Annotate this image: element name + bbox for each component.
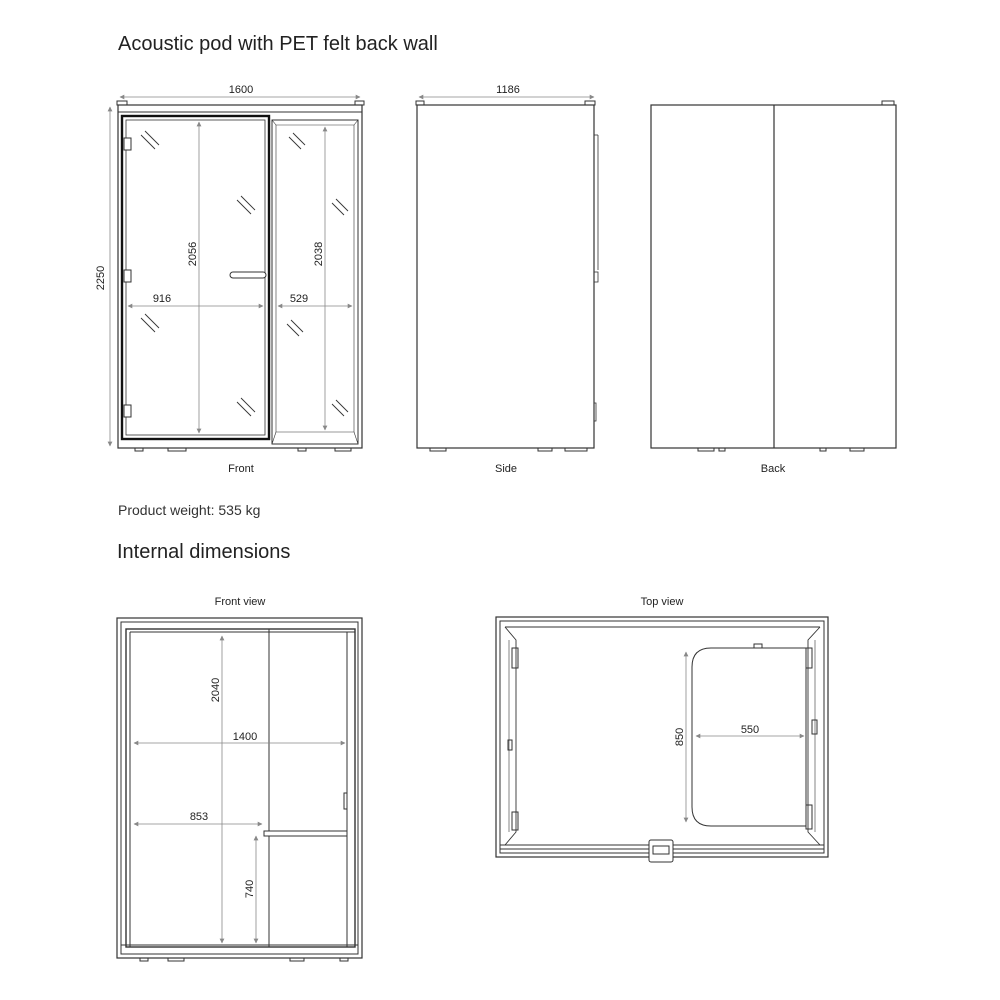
dim-depth-1186: 1186 xyxy=(496,84,520,96)
back-view-drawing xyxy=(651,101,896,451)
dim-internal-depth-850: 850 xyxy=(674,727,686,747)
dim-table-height-740: 740 xyxy=(244,879,256,899)
dim-height-2250: 2250 xyxy=(95,265,107,291)
side-view-label: Side xyxy=(494,463,518,475)
page-title: Acoustic pod with PET felt back wall xyxy=(118,33,438,55)
internal-front-view-label: Front view xyxy=(214,596,266,608)
internal-top-view-drawing xyxy=(496,617,828,862)
internal-top-view-label: Top view xyxy=(640,596,684,608)
internal-dimensions-title: Internal dimensions xyxy=(117,541,291,563)
dim-width-1600: 1600 xyxy=(228,84,254,96)
internal-front-dimension-lines xyxy=(134,636,345,943)
front-view-drawing xyxy=(117,101,364,451)
front-view-label: Front xyxy=(228,463,254,475)
dim-panel-height-2038: 2038 xyxy=(313,241,325,267)
dim-internal-height-2040: 2040 xyxy=(210,677,222,703)
dim-internal-width-1400: 1400 xyxy=(232,731,258,743)
dim-panel-width-529: 529 xyxy=(289,293,309,305)
internal-top-dimension-lines xyxy=(686,652,804,822)
dim-door-width-916: 916 xyxy=(152,293,172,305)
dim-table-depth-550: 550 xyxy=(740,724,760,736)
product-weight: Product weight: 535 kg xyxy=(118,502,261,518)
back-view-label: Back xyxy=(760,463,786,475)
internal-front-view-drawing xyxy=(117,618,362,961)
dim-table-extent-853: 853 xyxy=(189,811,209,823)
side-view-drawing xyxy=(416,101,598,451)
dim-door-height-2056: 2056 xyxy=(187,241,199,267)
